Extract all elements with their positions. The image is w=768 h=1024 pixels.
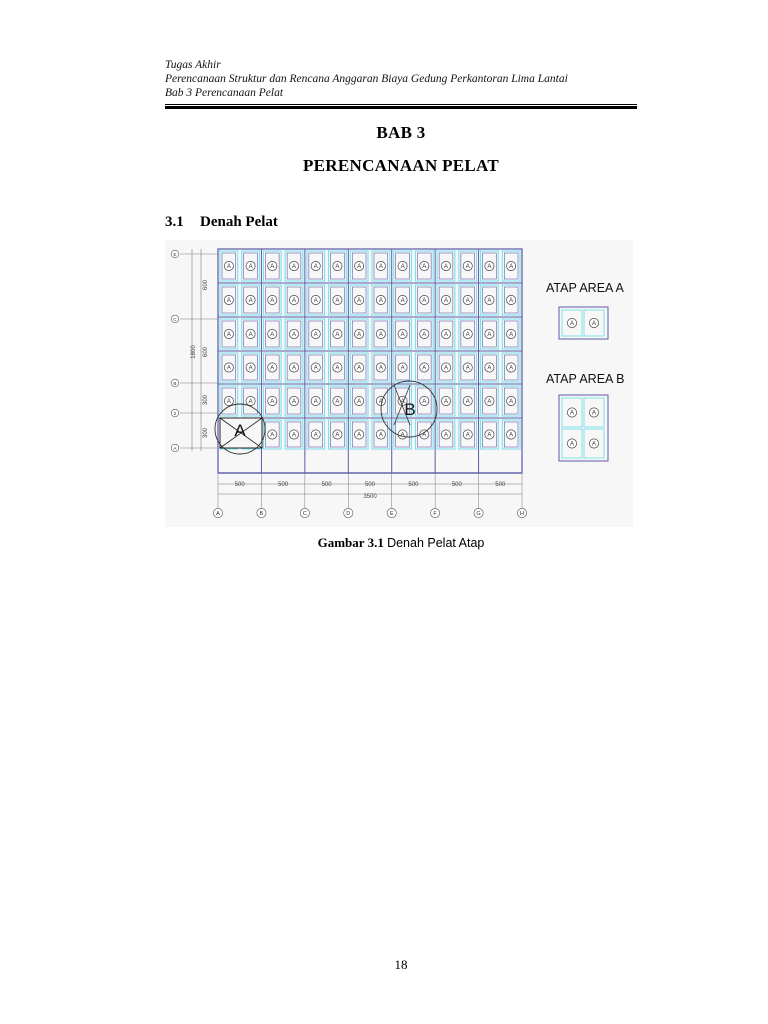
slab-type-label: A: [443, 399, 449, 406]
slab-type-label: A: [443, 432, 449, 439]
caption-label: Gambar 3.1: [317, 535, 384, 550]
area-a-legend-label: A: [569, 321, 575, 328]
slab-type-label: A: [313, 332, 318, 339]
slab-type-label: A: [465, 332, 470, 339]
slab-type-label: A: [270, 264, 275, 271]
slab-type-label: A: [443, 264, 449, 271]
slab-type-label: A: [313, 432, 318, 439]
area-b-legend-label: A: [569, 410, 575, 417]
column-axis-label: A: [216, 511, 220, 518]
slab-type-label: A: [487, 298, 492, 305]
slab-type-label: A: [509, 298, 514, 305]
slab-type-label: A: [509, 264, 514, 271]
slab-type-label: A: [487, 399, 492, 406]
slab-type-label: A: [422, 365, 427, 372]
span-dimension-label: 500: [234, 482, 245, 488]
slab-type-label: A: [422, 399, 427, 406]
slab-type-label: A: [465, 298, 470, 305]
section-heading: [165, 214, 278, 231]
slab-type-label: A: [509, 365, 514, 372]
slab-type-label: A: [509, 399, 514, 406]
area-a-title: ATAP AREA A: [546, 281, 624, 295]
slab-type-label: A: [270, 298, 275, 305]
slab-type-label: A: [335, 365, 340, 372]
column-axis-label: H: [519, 511, 525, 518]
slab-type-label: A: [378, 332, 383, 339]
slab-type-label: A: [270, 399, 275, 406]
slab-type-label: A: [509, 432, 514, 439]
slab-type-label: A: [270, 365, 275, 372]
slab-type-label: A: [357, 298, 362, 305]
slab-type-label: A: [422, 332, 427, 339]
slab-type-label: A: [357, 399, 362, 406]
slab-type-label: A: [226, 264, 231, 271]
header-rule-thick: [165, 106, 637, 109]
slab-type-label: A: [226, 298, 231, 305]
header-rule-thin: [165, 104, 637, 105]
running-header: [165, 58, 635, 100]
header-line-chapter: Bab 3 Perencanaan Pelat: [165, 87, 284, 99]
slab-type-label: A: [248, 365, 253, 372]
slab-type-label: A: [270, 432, 275, 439]
slab-type-label: A: [487, 332, 492, 339]
slab-type-label: A: [465, 365, 470, 372]
slab-type-label: A: [378, 264, 383, 271]
slab-type-label: A: [291, 432, 297, 439]
section-number: 3.1: [165, 214, 184, 230]
row-axis-label: E: [173, 252, 177, 258]
slab-type-label: A: [509, 332, 514, 339]
slab-type-label: A: [313, 399, 318, 406]
area-a-legend-label: A: [591, 321, 597, 328]
area-b-legend-label: A: [591, 441, 597, 448]
slab-type-label: A: [487, 264, 492, 271]
slab-type-label: A: [357, 432, 362, 439]
column-axis-label: C: [302, 511, 307, 518]
slab-type-label: A: [357, 365, 362, 372]
slab-type-label: A: [378, 399, 383, 406]
slab-type-label: A: [465, 264, 470, 271]
slab-type-label: A: [291, 298, 297, 305]
left-dimension-label: 300: [203, 427, 209, 439]
chapter-number: BAB 3: [376, 123, 426, 142]
left-dimension-label: 600: [203, 279, 209, 291]
span-dimension-label: 500: [321, 482, 332, 488]
slab-type-label: A: [226, 332, 231, 339]
row-axis-label: B: [173, 381, 177, 387]
slab-type-label: A: [422, 298, 427, 305]
slab-type-label: A: [270, 332, 275, 339]
slab-type-label: A: [357, 332, 362, 339]
caption-text: Denah Pelat Atap: [387, 536, 485, 550]
slab-type-label: A: [335, 332, 340, 339]
slab-type-label: A: [422, 432, 427, 439]
area-b-title: ATAP AREA B: [546, 372, 625, 386]
slab-type-label: A: [335, 432, 340, 439]
column-axis-label: F: [433, 511, 437, 518]
slab-type-label: A: [226, 399, 231, 406]
header-line-thesis: Tugas Akhir: [165, 59, 221, 71]
slab-type-label: A: [248, 298, 253, 305]
slab-type-label: A: [422, 264, 427, 271]
slab-type-label: A: [465, 432, 470, 439]
slab-type-label: A: [487, 432, 492, 439]
slab-type-label: A: [443, 298, 449, 305]
left-dimension-label: 300: [203, 394, 209, 406]
column-axis-label: B: [259, 511, 264, 518]
slab-type-label: A: [378, 365, 383, 372]
chapter-title: PERENCANAAN PELAT: [302, 156, 500, 175]
slab-type-label: A: [335, 298, 340, 305]
slab-type-label: A: [400, 432, 405, 439]
left-dimension-label: 600: [203, 346, 209, 358]
slab-type-label: A: [291, 332, 297, 339]
slab-type-label: A: [487, 365, 492, 372]
area-b-legend-label: A: [569, 441, 575, 448]
page-number: 18: [394, 957, 408, 972]
slab-type-label: A: [357, 264, 362, 271]
total-width-dimension-label: 3500: [363, 494, 377, 500]
span-dimension-label: 500: [451, 482, 462, 488]
callout-label-a: A: [234, 421, 246, 440]
slab-type-label: A: [313, 298, 318, 305]
slab-plan-drawing: [165, 240, 635, 528]
span-dimension-label: 500: [495, 482, 506, 488]
slab-type-label: A: [291, 399, 297, 406]
slab-type-label: A: [335, 399, 340, 406]
slab-type-label: A: [313, 365, 318, 372]
figure-caption: [165, 535, 637, 551]
slab-type-label: A: [400, 264, 405, 271]
callout-label-b: B: [404, 400, 416, 419]
slab-type-label: A: [291, 365, 297, 372]
slab-type-label: A: [335, 264, 340, 271]
column-axis-label: E: [389, 511, 394, 518]
slab-type-label: A: [248, 399, 253, 406]
row-axis-label: 2: [173, 411, 177, 417]
slab-type-label: A: [378, 298, 383, 305]
column-axis-label: D: [346, 511, 351, 518]
slab-type-label: A: [226, 365, 231, 372]
slab-type-label: A: [443, 332, 449, 339]
slab-type-label: A: [443, 365, 449, 372]
floor-plan-figure: [165, 240, 635, 533]
span-dimension-label: 500: [278, 482, 289, 488]
section-title: Denah Pelat: [200, 214, 278, 230]
slab-type-label: A: [291, 264, 297, 271]
slab-type-label: A: [248, 332, 253, 339]
span-dimension-label: 500: [364, 482, 376, 488]
row-axis-label: C: [173, 317, 177, 323]
span-dimension-label: 500: [408, 482, 419, 488]
column-axis-label: G: [476, 511, 481, 518]
slab-type-label: A: [465, 399, 470, 406]
area-b-legend-label: A: [591, 410, 597, 417]
slab-type-label: A: [400, 332, 405, 339]
slab-type-label: A: [248, 264, 253, 271]
slab-type-label: A: [313, 264, 318, 271]
left-total-dimension-label: 1800: [191, 345, 197, 359]
slab-type-label: A: [400, 399, 405, 406]
slab-type-label: A: [400, 365, 405, 372]
row-axis-label: A: [173, 446, 177, 452]
header-line-title: Perencanaan Struktur dan Rencana Anggaran Biaya Gedung Perkantoran Lima Lantai: [165, 73, 568, 85]
slab-type-label: A: [378, 432, 383, 439]
slab-type-label: A: [400, 298, 405, 305]
